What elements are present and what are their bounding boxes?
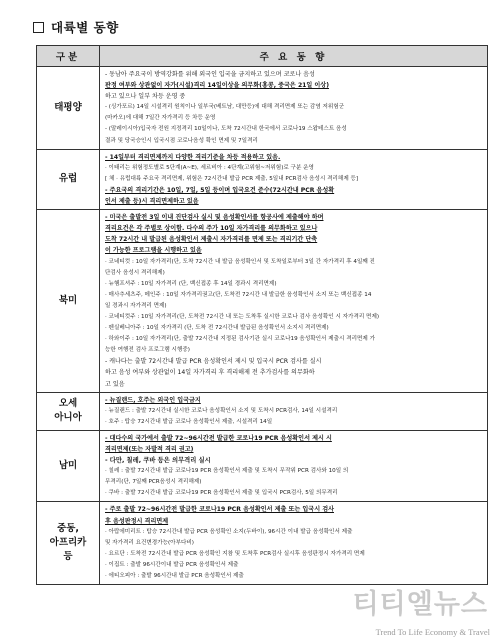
content-line: - 14일부터 격리면제까지 다양한 격리기준을 차등 적용하고 있음. [105, 153, 281, 161]
content-line: - 미국은 출발전 3일 이내 진단검사 실시 및 음성확인서를 항공사에 제출해야 하며 [105, 214, 324, 222]
content-line: 능한 여행전 검사 프로그램 시행중) [105, 347, 190, 354]
content-line: · 펜실베니아주 : 10일 자가격리 (단, 도착 전 72시간내 발급된 음성확인서 소지시 격리면제) [105, 325, 329, 332]
watermark-tagline: Trend To Life Economy & Travel [375, 627, 490, 637]
content-line: - (싱가포르) 14일 시설격리 원칙이나 일부국(베트남, 대만등)에 대해 격리면제 또는 감염 저위험군 [105, 104, 345, 111]
region-cell: 오세 아니아 [37, 392, 100, 430]
table-header-row [37, 46, 488, 67]
content-line: · 하와이주 : 10일 자가격리(단, 출발 72시간내 지정된 검사기관 실시 코로나19 음성확인서 제출시 격리면제 가 [105, 336, 376, 343]
content-line: - 캐나다는 출발 72시간내 발급 PCR 음성확인서 제시 및 입국시 PCR 검사를 실시 [105, 358, 322, 366]
table-row [37, 430, 488, 502]
content-cell [100, 210, 488, 393]
table-row [37, 67, 488, 150]
content-line: · 코네티컷 : 10일 자가격리(단, 도착 72시간 내 발급 음성확인서 및 도착일로부터 3일 간 자가격리 후 4일째 진 [105, 258, 375, 265]
content-line: - 동남아 주요국이 방역강화를 위해 외국인 입국을 금지하고 있으며 코로나 음성 [105, 71, 315, 78]
content-line: 결과 및 당국승인시 입국시점 코로나음성 확인 면제 및 7일격리 [105, 137, 258, 144]
table-row [37, 502, 488, 585]
region-cell: 북미 [37, 210, 100, 393]
checkbox-square-icon [33, 22, 44, 33]
table-row [37, 210, 488, 393]
content-line: 고 있음 [105, 380, 125, 388]
region-cell: 남미 [37, 430, 100, 502]
header-region: 구분 [37, 46, 100, 67]
content-cell [100, 502, 488, 585]
content-line: · 뉴햄프셔주 : 10일 자가격리 (단, 백신접종 후 14일 경과시 격리면제) [105, 280, 277, 287]
content-line: 무격리(단, 7일째 PCR음성시 격리해제) [105, 479, 202, 486]
content-line: - 다만, 칠레, 쿠바 등은 의무격리 실시 [105, 457, 211, 465]
content-line: 하고 음성 여부와 상관없이 14일 자가격리 후 격리해제 전 추가검사를 의무화하 [105, 369, 315, 377]
region-cell: 중동, 아프리카 등 [37, 502, 100, 585]
content-line: 후 음성판정시 격리면제 [105, 517, 169, 525]
content-line: - 주로 출발 72~96시간전 발급한 코로나19 PCR 음성확인서 제출 또는 입국시 검사 [105, 506, 334, 514]
content-line: · 뉴질랜드 : 출발 72시간내 실시한 코로나 음성확인서 소지 및 도착시 PCR검사, 14일 시설격리 [105, 407, 338, 414]
content-line: · 코네티컷주 : 10일 자가격리(단, 도착전 72시간 내 또는 도착후 실시한 코로나 검사 음성확인 시 자가격리 면제) [105, 313, 380, 320]
section-title: 대륙별 동향 [51, 20, 119, 35]
watermark-logo: 티티엘뉴스 [352, 589, 488, 620]
content-line: 격리요건은 각 주별로 상이함. 다수의 주가 10일 자가격리를 의무화하고 있으나 [105, 225, 318, 233]
content-line: · 요르단 : 도착전 72시간내 발급 PCR 음성확인 지참 및 도착후 PCR검사 실시후 음성판정시 자가격리 면제 [105, 550, 365, 557]
content-line: · 아랍에미리트 : 탑승 72시간내 발급 PCR 음성확인 소지(두바이), 96시간 이내 발급 음성확인서 제출 [105, 528, 353, 535]
content-line: 단검사 음성시 격리해제) [105, 269, 165, 276]
content-line: 인서 제출 등)시 격리면제하고 있음 [105, 198, 199, 206]
content-line: - 주요국의 격리기간은 10일, 7일, 5일 등이며 입국요건 준수(72시간내 PCR 음성확 [105, 186, 335, 194]
content-line: · 이태리는 위험정도별로 5단계(A~E), 세르비아 : 4단계(고위험~저위험)로 구분 운영 [105, 164, 314, 171]
content-line: - (말레이시아)입국자 전원 지정격리 10일이나, 도착 72시간내 한국에서 코로나19 스왑테스트 음성 [105, 126, 347, 133]
section-header [33, 17, 119, 37]
content-line: - 대다수의 국가에서 출발 72~96시간전 발급한 코로나19 PCR 음성확인서 제시 시 [105, 434, 332, 442]
content-line: 일 경과시 자가격리 면제) [105, 302, 167, 309]
table-row [37, 392, 488, 430]
content-cell [100, 67, 488, 150]
content-line: 도착 72시간 내 발급된 음성확인서 제출시 자가격리를 면제 또는 격리기간 단축 [105, 236, 318, 244]
content-line: 판정 여부와 상관없이 자가(시설)격리 14일이상을 의무화(홍콩, 중국은 21일 이상) [105, 82, 329, 90]
content-line: · 이집트 : 출발 96시간이내 발급 PCR 음성확인서 제출 [105, 561, 239, 568]
region-cell: 유럽 [37, 149, 100, 209]
trend-table [36, 45, 488, 585]
content-line: · 에티오피아 : 출발 96시간내 발급 PCR 음성확인서 제출 [105, 573, 244, 580]
content-cell [100, 392, 488, 430]
content-line: · 매사추세츠주, 메인주 : 10일 자가격리권고(단, 도착전 72시간 내 발급한 음성확인서 소지 또는 백신접종 14 [105, 291, 372, 298]
content-line: · 칠레 : 출발 72시간내 발급 코로나19 PCR 음성확인서 제출 및 도착시 무작위 PCR 검사와 10일 의 [105, 468, 349, 475]
content-line: - 뉴질랜드, 호주는 외국인 입국금지 [105, 396, 201, 404]
content-line: (마카오)에 대해 7일간 자가격리 등 차등 운영 [105, 115, 216, 122]
content-line: 이 가능한 프로그램을 시행하고 있음 [105, 247, 202, 255]
content-line: 및 자가격리 요건변경가능(아부다비) [105, 539, 194, 546]
header-content: 주 요 동 향 [100, 46, 488, 67]
content-cell [100, 149, 488, 209]
content-line: · 쿠바 : 출발 72시간내 발급 코로나19 PCR 음성확인서 제출 및 입국시 PCR검사, 5일 의무격리 [105, 490, 338, 497]
content-line: 하고 있으나 일부 차등 운영 중 [105, 93, 186, 101]
table-row [37, 149, 488, 209]
content-line: [ 체 · 유럽대륙 주요국 격리면제, 위험은 72시간내 발급 PCR 제출, 5일내 PCR검사 음성시 격리해제 등] [105, 175, 359, 182]
content-line: · 호주 : 탑승 72시간내 발급 코로나 음성확인서 제출, 시설격리 14일 [105, 418, 273, 425]
content-line: 격리면제(또는 자발적 격리 권고) [105, 446, 194, 453]
content-cell [100, 430, 488, 502]
region-cell: 태평양 [37, 67, 100, 150]
